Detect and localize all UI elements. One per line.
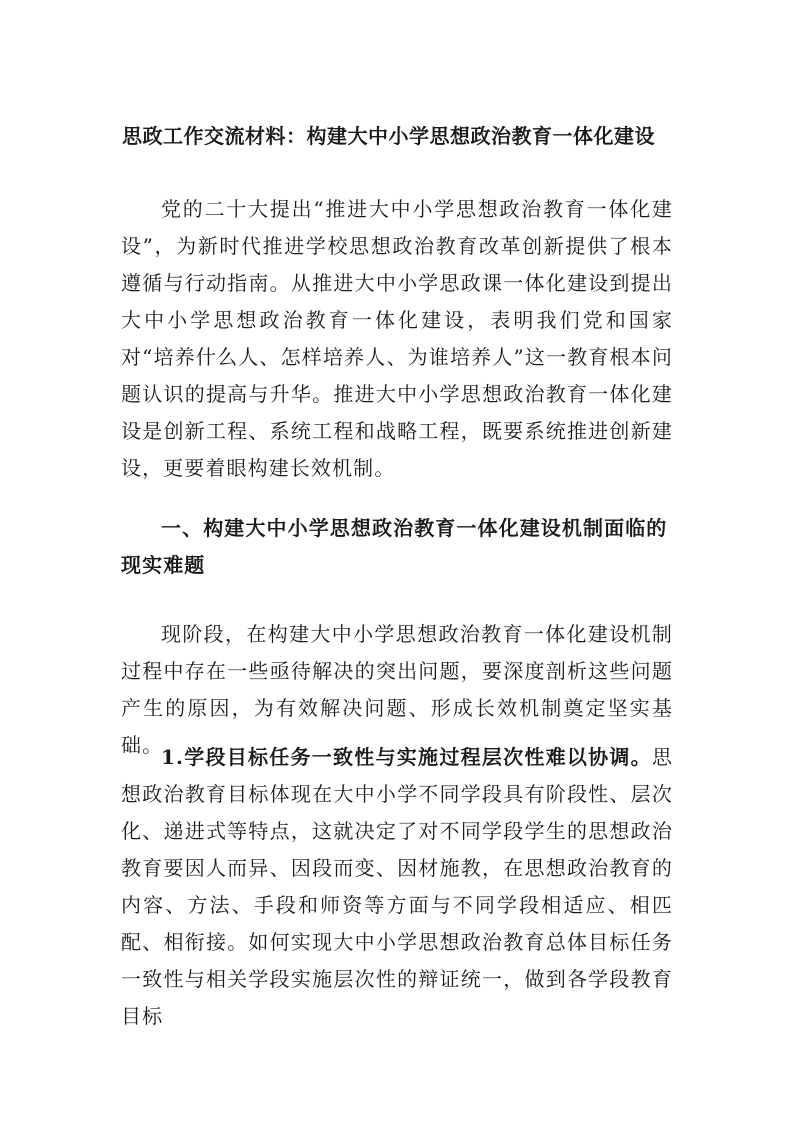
point-1-paragraph (121, 739, 673, 1035)
context-paragraph: 现阶段，在构建大中小学思想政治教育一体化建设机制过程中存在一些亟待解决的突出问题，要深度剖析这些问题产生的原因，为有效解决问题、形成长效机制奠定坚实基础。 (121, 622, 673, 757)
intro-paragraph: 党的二十大提出“推进大中小学思想政治教育一体化建设”，为新时代推进学校思想政治教育改革创新提供了根本遵循与行动指南。从推进大中小学思政课一体化建设到提出大中小学思想政治教育一体化建设，表明我们党和国家对“培养什么人、怎样培养人、为谁培养人”这一教育根本问题认识的提高与升华。推进大中小学思想政治教育一体化建设是创新工程、系统工程和战略工程，既要系统推进创新建设，更要着眼构建长效机制。 (121, 197, 673, 480)
point-1-body: 思想政治教育目标体现在大中小学不同学段具有阶段性、层次化、递进式等特点，这就决定了对不同学段学生的思想政治教育要因人而异、因段而变、因材施教，在思想政治教育的内容、方法、手段和师资等方面与不同学段相适应、相匹配、相衔接。如何实现大中小学思想政治教育总体目标任务一致性与相关学段实施层次性的辩证统一，做到各学段教育目标 (121, 745, 673, 1028)
point-1-lead: 1.学段目标任务一致性与实施过程层次性难以协调。 (161, 745, 652, 769)
document-title: 思政工作交流材料：构建大中小学思想政治教育一体化建设 (122, 124, 655, 148)
section-heading: 一、构建大中小学思想政治教育一体化建设机制面临的现实难题 (121, 516, 668, 577)
